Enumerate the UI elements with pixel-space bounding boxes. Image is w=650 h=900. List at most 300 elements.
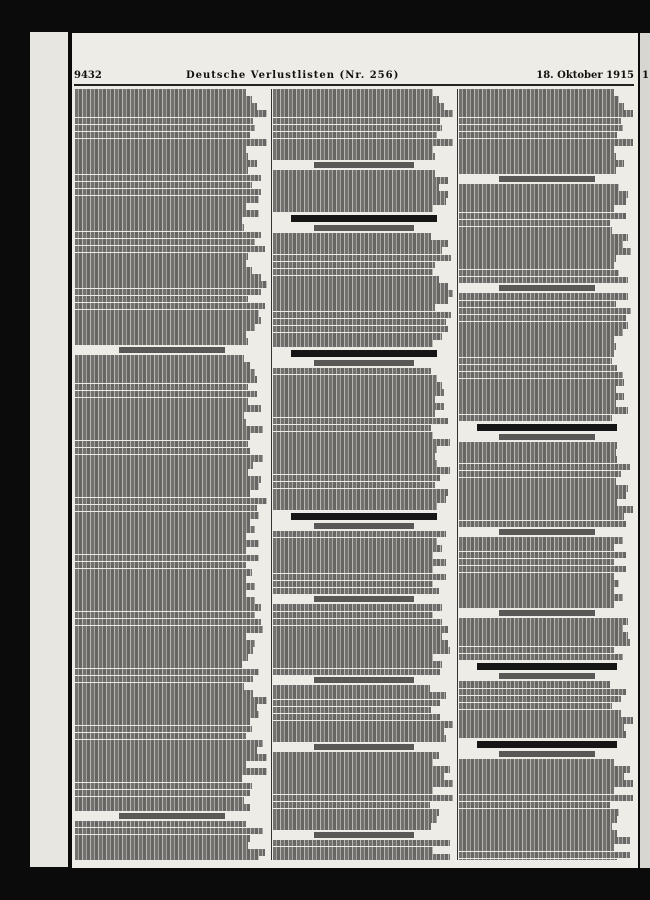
text-line xyxy=(459,407,628,414)
text-line xyxy=(459,566,626,573)
text-line xyxy=(459,270,619,277)
text-line xyxy=(75,310,259,317)
text-line xyxy=(75,412,244,419)
text-line xyxy=(75,505,257,512)
text-line xyxy=(273,170,435,177)
text-line xyxy=(75,647,253,654)
text-line xyxy=(75,669,259,676)
text-line xyxy=(459,844,614,851)
text-line xyxy=(273,319,446,326)
text-line xyxy=(459,689,626,696)
text-line xyxy=(75,718,250,725)
text-line xyxy=(459,132,617,139)
text-line xyxy=(273,255,451,262)
text-line xyxy=(273,290,453,297)
text-line xyxy=(273,626,448,633)
text-line xyxy=(273,503,437,510)
text-line xyxy=(459,393,624,400)
text-line xyxy=(75,555,259,562)
text-line xyxy=(459,379,624,386)
text-line xyxy=(273,707,431,714)
text-line xyxy=(273,809,439,816)
text-line xyxy=(459,464,630,471)
text-line xyxy=(75,303,265,310)
text-line xyxy=(459,639,630,646)
text-line xyxy=(459,731,626,738)
text-line xyxy=(273,132,437,139)
text-line xyxy=(75,783,252,790)
text-line xyxy=(273,714,440,721)
text-line xyxy=(273,146,433,153)
text-line xyxy=(459,146,614,153)
text-line xyxy=(75,790,250,797)
text-line xyxy=(459,89,614,96)
text-line xyxy=(273,721,453,728)
text-line xyxy=(459,191,628,198)
text-line xyxy=(459,485,628,492)
text-line xyxy=(459,513,624,520)
text-line xyxy=(273,661,442,668)
text-line xyxy=(273,847,433,854)
text-line xyxy=(459,336,614,343)
text-line xyxy=(75,533,246,540)
text-line xyxy=(75,355,244,362)
text-line xyxy=(273,823,431,830)
text-line xyxy=(273,96,439,103)
header-rule xyxy=(74,84,634,86)
text-line xyxy=(273,685,430,692)
text-line xyxy=(273,538,437,545)
text-line xyxy=(75,369,255,376)
regiment-heading xyxy=(477,741,618,748)
text-line xyxy=(75,232,261,239)
text-line xyxy=(75,835,250,842)
text-line xyxy=(273,425,431,432)
text-line xyxy=(459,365,617,372)
issue-date: 18. Oktober 1915 xyxy=(536,70,634,81)
text-line xyxy=(273,103,444,110)
text-line xyxy=(75,118,253,125)
text-line xyxy=(459,227,612,234)
text-line xyxy=(273,633,442,640)
text-line xyxy=(273,559,446,566)
text-line xyxy=(75,619,261,626)
text-line xyxy=(459,795,633,802)
text-line xyxy=(273,647,450,654)
text-column-3 xyxy=(459,89,635,860)
text-column-2 xyxy=(273,89,455,860)
text-line xyxy=(273,766,450,773)
text-line xyxy=(75,804,250,811)
text-line xyxy=(75,189,261,196)
text-line xyxy=(75,775,242,782)
text-line xyxy=(75,391,257,398)
text-line xyxy=(459,329,623,336)
text-line xyxy=(75,384,248,391)
text-line xyxy=(459,248,631,255)
text-line xyxy=(459,681,610,688)
text-line xyxy=(273,795,453,802)
text-line xyxy=(75,576,246,583)
text-line xyxy=(273,816,437,823)
text-line xyxy=(273,326,448,333)
text-line xyxy=(75,821,246,828)
text-line xyxy=(273,619,442,626)
text-line xyxy=(75,331,246,338)
text-line xyxy=(459,184,619,191)
text-line xyxy=(459,350,614,357)
section-heading xyxy=(119,813,226,819)
text-line xyxy=(273,283,448,290)
text-line xyxy=(75,754,267,761)
text-line xyxy=(459,773,624,780)
text-line xyxy=(273,531,446,538)
newspaper-page xyxy=(72,33,638,868)
text-line xyxy=(459,308,631,315)
text-line xyxy=(273,276,439,283)
text-line xyxy=(273,184,439,191)
text-line xyxy=(273,787,433,794)
text-line xyxy=(75,849,265,856)
text-line xyxy=(75,376,257,383)
text-line xyxy=(459,301,616,308)
text-line xyxy=(75,590,246,597)
text-line xyxy=(459,492,626,499)
text-line xyxy=(459,759,614,766)
section-heading xyxy=(499,285,596,291)
text-line xyxy=(75,426,263,433)
text-line xyxy=(75,654,248,661)
regiment-heading xyxy=(477,424,618,431)
text-line xyxy=(75,260,246,267)
page-number: 9432 xyxy=(74,70,102,81)
text-line xyxy=(459,837,630,844)
text-line xyxy=(75,103,257,110)
text-line xyxy=(75,362,250,369)
text-line xyxy=(273,566,433,573)
text-line xyxy=(75,441,248,448)
text-line xyxy=(459,587,614,594)
text-line xyxy=(459,315,626,322)
text-line xyxy=(273,110,453,117)
text-line xyxy=(75,683,244,690)
text-line xyxy=(75,317,261,324)
text-line xyxy=(273,432,433,439)
text-line xyxy=(459,710,621,717)
section-heading xyxy=(499,529,596,535)
text-line xyxy=(273,854,450,860)
text-line xyxy=(459,717,633,724)
text-line xyxy=(459,415,612,422)
text-line xyxy=(273,604,442,611)
text-line xyxy=(459,471,621,478)
next-page-number: 1 xyxy=(642,70,649,81)
text-line xyxy=(459,766,630,773)
text-line xyxy=(273,118,440,125)
text-line xyxy=(459,456,617,463)
text-line xyxy=(75,726,252,733)
text-line xyxy=(459,449,616,456)
text-line xyxy=(459,153,616,160)
text-line xyxy=(273,453,435,460)
text-line xyxy=(75,469,248,476)
text-line xyxy=(459,478,616,485)
text-line xyxy=(459,198,626,205)
text-line xyxy=(459,220,610,227)
text-line xyxy=(273,640,448,647)
text-line xyxy=(459,167,616,174)
text-line xyxy=(459,234,628,241)
text-line xyxy=(75,132,250,139)
text-line xyxy=(273,654,433,661)
text-line xyxy=(75,433,250,440)
text-line xyxy=(273,368,431,375)
text-line xyxy=(75,196,259,203)
text-line xyxy=(273,153,435,160)
publication-title: Deutsche Verlustlisten (Nr. 256) xyxy=(186,70,400,81)
text-line xyxy=(459,96,619,103)
text-line xyxy=(273,612,433,619)
text-line xyxy=(75,89,246,96)
text-line xyxy=(273,233,431,240)
regiment-heading xyxy=(291,513,437,520)
text-line xyxy=(75,704,257,711)
text-line xyxy=(459,293,628,300)
text-line xyxy=(75,267,252,274)
previous-page-edge xyxy=(30,32,68,867)
text-line xyxy=(273,139,453,146)
section-heading xyxy=(499,610,596,616)
text-line xyxy=(273,728,444,735)
text-line xyxy=(75,597,255,604)
text-line xyxy=(459,830,617,837)
text-line xyxy=(75,210,259,217)
section-heading xyxy=(499,673,596,679)
text-line xyxy=(273,340,433,347)
next-page-edge xyxy=(640,33,650,868)
text-line xyxy=(459,110,633,117)
text-line xyxy=(459,601,614,608)
text-line xyxy=(273,410,435,417)
text-line xyxy=(273,700,440,707)
text-line xyxy=(273,396,435,403)
text-line xyxy=(273,574,446,581)
text-line xyxy=(75,740,263,747)
text-line xyxy=(273,304,435,311)
text-line xyxy=(75,483,259,490)
text-line xyxy=(459,118,621,125)
text-line xyxy=(459,816,617,823)
text-line xyxy=(273,475,440,482)
section-heading xyxy=(499,176,596,182)
text-line xyxy=(75,175,261,182)
text-line xyxy=(459,703,612,710)
text-line xyxy=(459,580,619,587)
text-line xyxy=(273,333,442,340)
text-line xyxy=(75,661,242,668)
text-line xyxy=(75,490,250,497)
section-heading xyxy=(314,832,414,838)
text-line xyxy=(273,552,433,559)
text-line xyxy=(459,573,614,580)
text-line xyxy=(459,400,616,407)
text-line xyxy=(273,752,439,759)
text-line xyxy=(75,612,255,619)
text-line xyxy=(75,519,250,526)
text-line xyxy=(75,96,252,103)
text-line xyxy=(75,562,246,569)
text-line xyxy=(75,324,255,331)
text-line xyxy=(273,403,444,410)
text-line xyxy=(75,498,267,505)
text-line xyxy=(75,281,267,288)
text-line xyxy=(459,859,617,860)
text-line xyxy=(459,125,623,132)
text-line xyxy=(459,255,616,262)
text-line xyxy=(459,343,616,350)
text-line xyxy=(273,382,442,389)
text-line xyxy=(75,182,252,189)
text-line xyxy=(273,389,444,396)
text-line xyxy=(273,802,430,809)
text-line xyxy=(459,618,628,625)
section-heading xyxy=(314,744,414,750)
text-line xyxy=(459,852,630,859)
text-line xyxy=(75,125,255,132)
text-line xyxy=(75,583,255,590)
text-line xyxy=(273,247,442,254)
section-heading xyxy=(499,751,596,757)
section-heading xyxy=(499,434,596,440)
text-line xyxy=(273,669,440,676)
text-line xyxy=(273,375,437,382)
text-line xyxy=(75,203,246,210)
text-line xyxy=(459,442,617,449)
text-line xyxy=(273,297,448,304)
text-line xyxy=(459,506,633,513)
text-line xyxy=(273,581,433,588)
text-line xyxy=(273,482,435,489)
text-line xyxy=(75,160,257,167)
text-line xyxy=(273,262,435,269)
section-heading xyxy=(119,347,226,353)
text-line xyxy=(75,733,246,740)
text-line xyxy=(459,823,612,830)
text-line xyxy=(459,160,624,167)
text-line xyxy=(459,809,619,816)
text-line xyxy=(75,626,263,633)
text-line xyxy=(273,312,451,319)
text-line xyxy=(459,594,623,601)
text-line xyxy=(459,787,614,794)
text-line xyxy=(273,240,448,247)
section-heading xyxy=(314,162,414,168)
text-line xyxy=(75,526,255,533)
text-line xyxy=(273,89,433,96)
text-line xyxy=(459,358,612,365)
text-line xyxy=(273,545,442,552)
text-line xyxy=(459,724,624,731)
text-line xyxy=(459,647,614,654)
text-line xyxy=(75,697,267,704)
text-line xyxy=(75,217,242,224)
text-line xyxy=(75,711,259,718)
column-divider xyxy=(457,89,458,860)
text-line xyxy=(75,476,261,483)
text-line xyxy=(75,512,259,519)
regiment-heading xyxy=(291,350,437,357)
section-heading xyxy=(314,677,414,683)
text-line xyxy=(75,448,250,455)
text-line xyxy=(459,780,633,787)
text-line xyxy=(273,773,444,780)
text-line xyxy=(75,540,259,547)
column-divider xyxy=(271,89,272,860)
text-line xyxy=(273,439,450,446)
text-line xyxy=(75,296,248,303)
section-heading xyxy=(314,596,414,602)
text-line xyxy=(75,146,246,153)
text-line xyxy=(273,780,453,787)
text-line xyxy=(459,277,628,284)
text-line xyxy=(273,269,433,276)
text-line xyxy=(75,246,265,253)
text-line xyxy=(459,696,621,703)
page-header xyxy=(74,70,634,83)
section-heading xyxy=(314,523,414,529)
text-line xyxy=(75,139,267,146)
text-line xyxy=(459,802,610,809)
text-line xyxy=(75,547,246,554)
text-line xyxy=(273,205,433,212)
text-line xyxy=(75,289,261,296)
text-line xyxy=(75,398,248,405)
text-line xyxy=(273,177,448,184)
text-line xyxy=(459,139,633,146)
text-line xyxy=(75,569,252,576)
text-line xyxy=(75,747,257,754)
text-line xyxy=(459,521,626,528)
text-line xyxy=(75,338,248,345)
section-heading xyxy=(314,360,414,366)
text-line xyxy=(75,828,263,835)
text-line xyxy=(273,125,442,132)
text-line xyxy=(75,455,263,462)
text-line xyxy=(75,419,246,426)
text-column-1 xyxy=(75,89,269,860)
text-line xyxy=(459,552,626,559)
regiment-heading xyxy=(477,663,618,670)
text-line xyxy=(75,640,255,647)
text-line xyxy=(75,633,246,640)
text-line xyxy=(75,239,255,246)
text-line xyxy=(273,198,446,205)
text-line xyxy=(459,372,623,379)
text-line xyxy=(273,460,437,467)
text-line xyxy=(75,604,261,611)
text-line xyxy=(75,405,261,412)
text-line xyxy=(459,241,623,248)
text-line xyxy=(75,462,253,469)
text-line xyxy=(459,559,614,566)
text-line xyxy=(459,654,623,661)
text-line xyxy=(459,632,628,639)
text-line xyxy=(273,692,446,699)
text-line xyxy=(75,690,253,697)
text-line xyxy=(273,418,448,425)
text-line xyxy=(75,768,267,775)
text-line xyxy=(459,205,614,212)
